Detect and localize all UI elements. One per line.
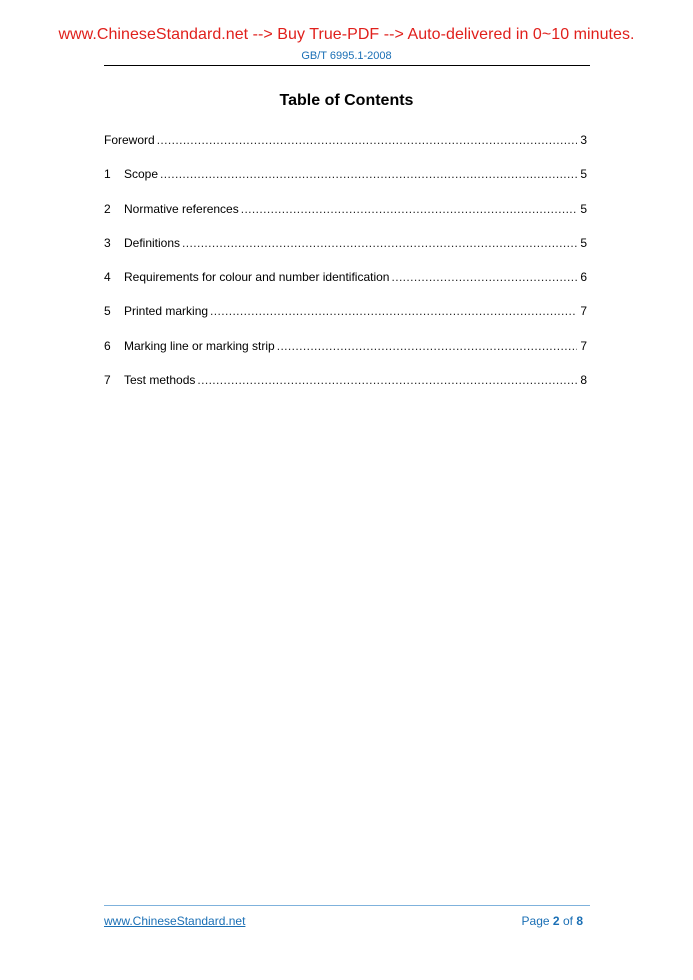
toc-entry-page: 5 xyxy=(580,201,587,216)
toc-entry-page: 7 xyxy=(580,338,587,353)
table-of-contents xyxy=(104,132,587,406)
header-divider xyxy=(104,65,590,66)
toc-entry-number: 5 xyxy=(104,304,111,319)
toc-entry-number: 6 xyxy=(104,338,111,353)
toc-entry-page: 5 xyxy=(580,167,587,182)
toc-entry-normative-references[interactable] xyxy=(104,201,587,235)
toc-entry-page: 6 xyxy=(580,270,587,285)
toc-entry-page: 8 xyxy=(580,373,587,388)
toc-entry-number: 7 xyxy=(104,373,111,388)
toc-entry-printed-marking[interactable] xyxy=(104,303,587,337)
page-indicator xyxy=(522,914,583,928)
toc-entry-number: 1 xyxy=(104,167,111,182)
toc-entry-scope[interactable] xyxy=(104,166,587,200)
toc-entry-foreword[interactable] xyxy=(104,132,587,166)
toc-dot-leader xyxy=(210,303,577,319)
toc-dot-leader xyxy=(157,132,578,148)
toc-entry-number: 2 xyxy=(104,201,111,216)
toc-entry-page: 7 xyxy=(580,304,587,319)
promo-banner[interactable]: www.ChineseStandard.net --> Buy True-PDF --> Auto-delivered in 0~10 minutes. xyxy=(58,26,635,43)
page-word: Page xyxy=(521,914,550,928)
toc-entry-label: Normative references xyxy=(124,201,239,216)
toc-entry-label: Printed marking xyxy=(124,304,209,319)
toc-dot-leader xyxy=(391,269,577,285)
toc-dot-leader xyxy=(182,235,577,251)
toc-entry-page: 3 xyxy=(580,133,587,147)
toc-entry-definitions[interactable] xyxy=(104,235,587,269)
toc-entry-page: 5 xyxy=(580,235,587,250)
toc-entry-requirements[interactable] xyxy=(104,269,587,303)
toc-title: Table of Contents xyxy=(279,92,414,109)
toc-entry-test-methods[interactable] xyxy=(104,372,587,406)
total-pages-number: 8 xyxy=(576,914,583,928)
toc-dot-leader xyxy=(241,201,578,217)
toc-entry-number: 3 xyxy=(104,235,111,250)
toc-entry-label: Definitions xyxy=(124,235,181,250)
toc-entry-label: Test methods xyxy=(124,373,196,388)
toc-entry-label: Marking line or marking strip xyxy=(124,338,275,353)
page-of-word: of xyxy=(562,914,573,928)
toc-dot-leader xyxy=(277,338,578,354)
footer-divider xyxy=(104,905,590,906)
toc-entry-number: 4 xyxy=(104,270,111,285)
toc-entry-label: Foreword xyxy=(104,133,155,147)
toc-entry-label: Scope xyxy=(124,167,159,182)
standard-code: GB/T 6995.1-2008 xyxy=(301,50,392,62)
footer-site-link[interactable]: www.ChineseStandard.net xyxy=(104,914,246,928)
toc-entry-label: Requirements for colour and number identification xyxy=(124,270,390,285)
toc-entry-marking-line[interactable] xyxy=(104,338,587,372)
toc-dot-leader xyxy=(160,166,577,182)
current-page-number: 2 xyxy=(552,914,560,928)
toc-dot-leader xyxy=(197,372,577,388)
